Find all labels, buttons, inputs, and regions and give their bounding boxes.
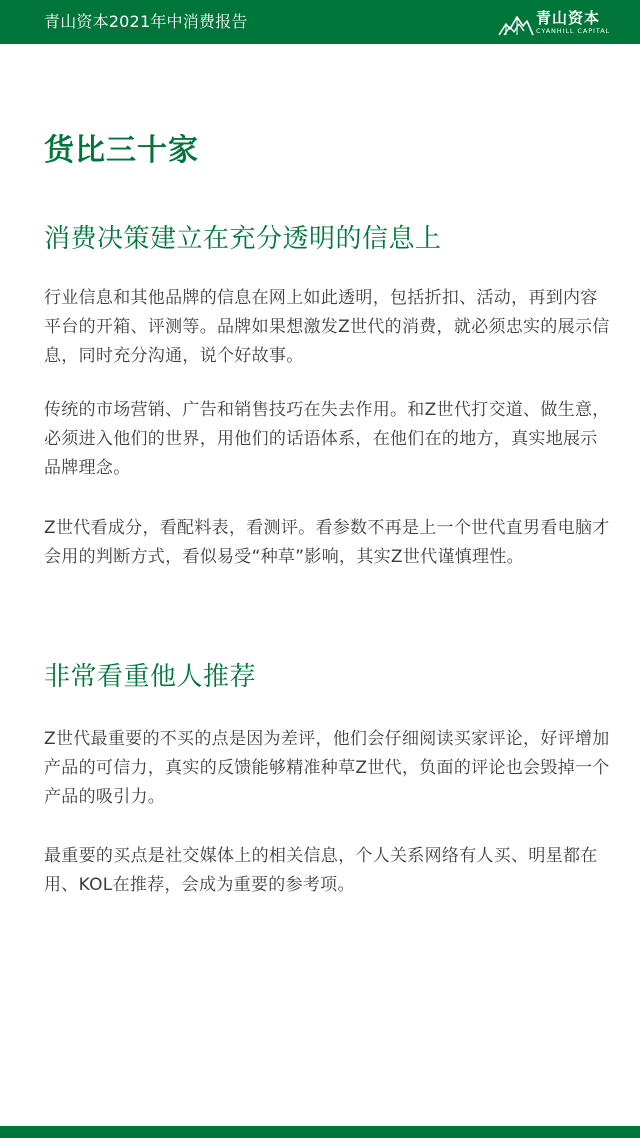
- mountain-logo-icon: [498, 10, 534, 36]
- section-heading: 非常看重他人推荐: [44, 662, 257, 692]
- report-title: 青山资本2021年中消费报告: [44, 12, 248, 31]
- paragraph: 传统的市场营销、广告和销售技巧在失去作用。和Z世代打交道、做生意，必须进入他们的世界，用他们的话语体系，在他们在的地方，真实地展示品牌理念。: [44, 400, 610, 478]
- footer-bar: [0, 1126, 640, 1138]
- paragraph: Z世代最重要的不买的点是因为差评，他们会仔细阅读买家评论，好评增加产品的可信力，真实的反馈能够精准种草Z世代，负面的评论也会毁掉一个产品的吸引力。: [44, 729, 610, 807]
- header-bar: [0, 0, 640, 44]
- logo-english-name: CYANHILL CAPITAL: [536, 27, 611, 35]
- cyanhill-logo: [498, 6, 611, 38]
- paragraph: Z世代看成分，看配料表，看测评。看参数不再是上一个世代直男看电脑才会用的判断方式，看似易受“种草”影响，其实Z世代谨慎理性。: [44, 518, 610, 567]
- page-title: 货比三十家: [44, 133, 199, 168]
- section-heading: 消费决策建立在充分透明的信息上: [44, 224, 442, 254]
- logo-chinese-name: 青山资本: [536, 9, 601, 27]
- paragraph: 最重要的买点是社交媒体上的相关信息，个人关系网络有人买、明星都在用、KOL在推荐，会成为重要的参考项。: [44, 846, 598, 895]
- paragraph: 行业信息和其他品牌的信息在网上如此透明，包括折扣、活动，再到内容平台的开箱、评测等。品牌如果想激发Z世代的消费，就必须忠实的展示信息，同时充分沟通，说个好故事。: [44, 288, 610, 366]
